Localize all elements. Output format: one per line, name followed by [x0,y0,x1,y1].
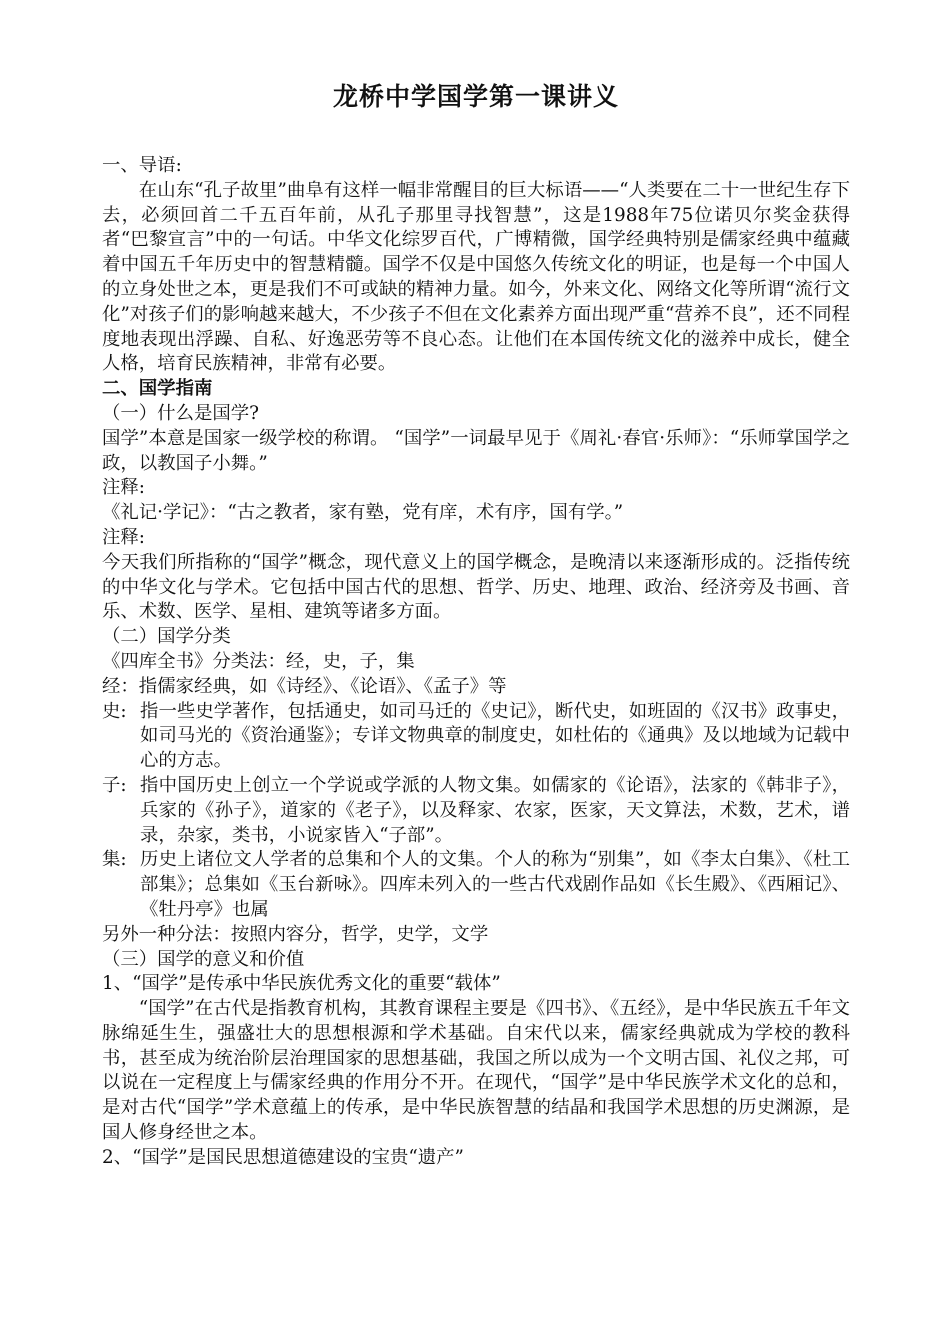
category-text: 历史上诸位文人学者的总集和个人的文集。个人的称为“别集”，如《李太白集》、《杜工部集》；总集如《玉台新咏》。四库未列入的一些古代戏剧作品如《长生殿》、《西厢记》、《牡丹亭》也属 [140,849,850,920]
modern-definition: 今天我们所指称的“国学”概念，现代意义上的国学概念，是晚清以来逐渐形成的。泛指传统的中华文化与学术。它包括中国古代的思想、哲学、历史、地理、政治、经济旁及书画、音乐、术数、医学、星相、建筑等诸多方面。 [102,551,850,623]
point-1-paragraph: “国学”在古代是指教育机构，其教育课程主要是《四书》、《五经》，是中华民族五千年文脉绵延生生，强盛壮大的思想根源和学术基础。自宋代以来，儒家经典就成为学校的教科书，甚至成为统治阶层治理国家的思想基础，我国之所以成为一个文明古国、礼仪之邦，可以说在一定程度上与儒家经典的作用分不开。在现代，“国学”是中华民族学术文化的总和，是对古代“国学”学术意蕴上的传承，是中华民族智慧的结晶和我国学术思想的历史渊源，是国人修身经世之本。 [102,998,850,1144]
category-text: 指一些史学著作，包括通史，如司马迁的《史记》，断代史，如班固的《汉书》政事史，如司马光的《资治通鉴》；专详文物典章的制度史，如杜佑的《通典》及以地域为记载中心的方志。 [140,700,850,772]
note-label: 注释: [102,526,145,548]
category-zi [102,774,850,848]
point-1-heading: 1、“国学”是传承中华民族优秀文化的重要“载体” [102,973,501,995]
intro-paragraph: 在山东“孔子故里”曲阜有这样一幅非常醒目的巨大标语——“人类要在二十一世纪生存下去，必须回首二千五百年前，从孔子那里寻找智慧”，这是1988年75位诺贝尔奖金获得者“巴黎宣言”中的一句话。中华文化综罗百代，广博精微，国学经典特别是儒家经典中蕴藏着中国五千年历史中的智慧精髓。国学不仅是中国悠久传统文化的明证，也是每一个中国人的立身处世之本，更是我们不可或缺的精神力量。如今，外来文化、网络文化等所谓“流行文化”对孩子们的影响越来越大，不少孩子不但在文化素养方面出现严重“营养不良”，还不同程度地表现出浮躁、自私、好逸恶劳等不良心态。让他们在本国传统文化的滋养中成长，健全人格，培育民族精神，非常有必要。 [102,179,850,375]
what-definition: 国学”本意是国家一级学校的称谓。 “国学”一词最早见于《周礼·春官·乐师》：“乐师掌国学之政，以教国子小舞。” [102,427,850,474]
category-label: 史: [102,700,127,722]
note-label: 注释: [102,477,145,499]
siku-method: 《四库全书》分类法：经，史，子，集 [102,650,415,672]
category-text: 指中国历史上创立一个学说或学派的人物文集。如儒家的《论语》，法家的《韩非子》，兵家的《孙子》，道家的《老子》，以及释家、农家，医家，天文算法，术数，艺术，谱录，杂家，类书，小说家皆入“子部”。 [140,774,850,846]
category-ji [102,848,850,922]
category-label: 子: [102,774,127,796]
category-shi [102,700,850,774]
document-page [102,78,850,1171]
significance-heading: （三）国学的意义和价值 [102,948,305,970]
intro-heading: 一、导语: [102,155,182,176]
page-title: 龙桥中学国学第一课讲义 [332,82,619,111]
what-heading: （一）什么是国学? [102,402,259,424]
category-label: 集: [102,849,127,871]
point-2-heading: 2、“国学”是国民思想道德建设的宝贵“遗产” [102,1146,464,1168]
other-method: 另外一种分法：按照内容分，哲学，史学，文学 [102,923,489,945]
liji-quote: 《礼记·学记》：“古之教者，家有塾，党有庠，术有序，国有学。” [102,502,624,524]
classification-heading: （二）国学分类 [102,626,231,648]
category-jing: 经：指儒家经典，如《诗经》、《论语》、《孟子》等 [102,675,507,697]
guide-heading: 二、国学指南 [102,378,213,400]
